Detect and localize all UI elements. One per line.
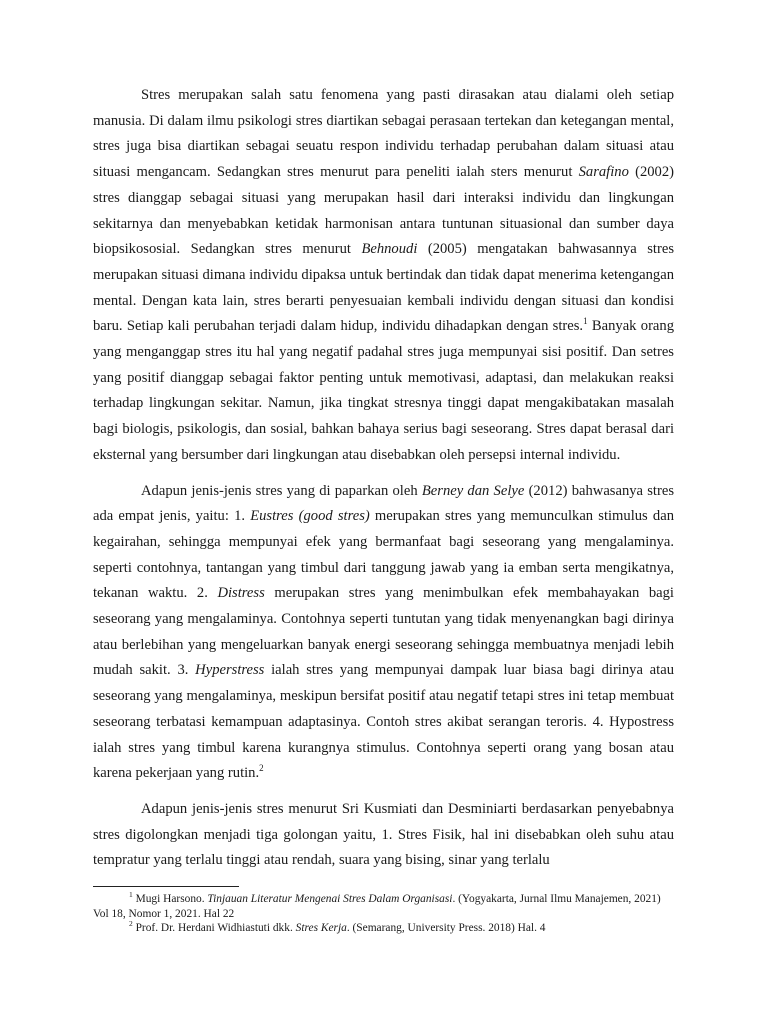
footnote-number: 2 [129,919,133,929]
text-run: Prof. Dr. Herdani Widhiastuti dkk. [132,922,296,934]
document-body [93,83,674,874]
footnote-ref-1[interactable]: 1 [583,316,588,327]
text-run: . (Semarang, University Press. 2018) Hal. 4 [346,922,546,934]
text-run: Banyak orang yang menganggap stres itu hal yang negatif padahal stres juga mempunyai sisi positif. Dan setres yang positif dianggap sebagai faktor penting untuk memotivasi, adaptasi, dan melakukan reaksi terhadap lingkungan sekitar. Namun, jika tingkat stresnya tinggi dapat mengakibatakan masalah bagi biologis, psikologis, dan sosial, bahkan bahaya serius bagi seseorang. Stres dapat berasal dari eksternal yang bersumber dari lingkungan atau disebabkan oleh persepsi internal individu. [93,318,675,463]
paragraph-stress-causes [93,797,674,874]
paragraph-stress-definition [93,83,674,469]
text-run: . (Yogyakarta, Jurnal Ilmu Manajemen, 2021) Vol 18, Nomor 1, 2021. Hal 22 [93,893,661,920]
text-run: ialah stres yang mempunyai dampak luar biasa bagi dirinya atau seseorang yang mengalaminya, meskipun bersifat positif atau negatif tetapi stres ini tetap membuat seseorang terbatasi kemampuan adaptasinya. Contoh stres akibat serangan teroris. 4. Hypostress ialah stres yang timbul karena kurangnya stimulus. Contohnya seperti orang yang bosan atau karena pekerjaan yang rutin. [93,662,674,782]
footnote-1 [93,892,674,921]
text-run: Adapun jenis-jenis stres yang di paparkan oleh [141,482,422,499]
text-run: Adapun jenis-jenis stres menurut Sri Kusmiati dan Desminiarti berdasarkan penyebabnya stres digolongkan menjadi tiga golongan yaitu, 1. Stres Fisik, hal ini disebabkan oleh suhu atau tempratur yang terlalu tinggi atau rendah, suara yang bising, sinar yang terlalu [93,800,674,869]
text-run: (2002) stres dianggap sebagai situasi yang merupakan hasil dari interaksi individu dan lingkungan sekitarnya dan menyebabkan ketidak harmonisan antara tuntunan situasional dan sumber daya biopsikososial. Sedangkan stres menurut [93,164,674,258]
paragraph-stress-types [93,479,674,787]
term-eustres: Eustres (good stres) [250,508,370,525]
text-run: merupakan stres yang memunculkan stimulus dan kegairahan, sehingga mempunyai efek yang bermanfaat bagi seseorang yang mengalaminya. seperti contohnya, tantangan yang timbul dari tanggung jawab yang ia emban serta mengikatnya, tekanan waktu. 2. [93,508,674,602]
footnote-number: 1 [129,890,133,900]
footnote-2 [93,921,674,936]
text-run: Mugi Harsono. [132,893,208,905]
footnote-separator [93,886,239,887]
cited-title: Tinjauan Literatur Mengenai Stres Dalam Organisasi [207,893,453,905]
cited-author-behnoudi: Behnoudi [361,241,418,258]
cited-author-berney-selye: Berney dan Selye [421,482,525,499]
term-distress: Distress [217,585,265,602]
text-run: (2005) mengatakan bahwasannya stres merupakan situasi dimana individu dipaksa untuk bertindak dan tidak dapat menerima ketengangan mental. Dengan kata lain, stres berarti penyesuaian kembali individu dengan situasi dan kondisi baru. Setiap kali perubahan terjadi dalam hidup, individu dihadapkan dengan stres. [93,241,674,335]
footnotes [93,892,674,936]
text-run: Stres merupakan salah satu fenomena yang pasti dirasakan atau dialami oleh setiap manusia. Di dalam ilmu psikologi stres diartikan sebagai perasaan tertekan dan ketegangan mental, stres juga bisa diartikan sebagai seuatu respon individu terhadap perubahan dalam situasi atau situasi mengancam. Sedangkan stres menurut para peneliti ialah sters menurut [93,87,674,181]
term-hyperstress: Hyperstress [195,662,265,679]
cited-title: Stres Kerja [295,922,347,934]
text-run: merupakan stres yang menimbulkan efek membahayakan bagi seseorang yang mengalaminya. Contohnya seperti tuntutan yang tidak menyenangkan bagi dirinya atau berlebihan yang mengeluarkan banyak energi seseorang sehingga membuatnya menjadi lebih mudah sakit. 3. [93,585,674,679]
cited-author-sarafino: Sarafino [578,164,629,181]
text-run: (2012) bahwasanya stres ada empat jenis, yaitu: 1. [93,482,675,525]
footnote-ref-2[interactable]: 2 [259,763,264,774]
